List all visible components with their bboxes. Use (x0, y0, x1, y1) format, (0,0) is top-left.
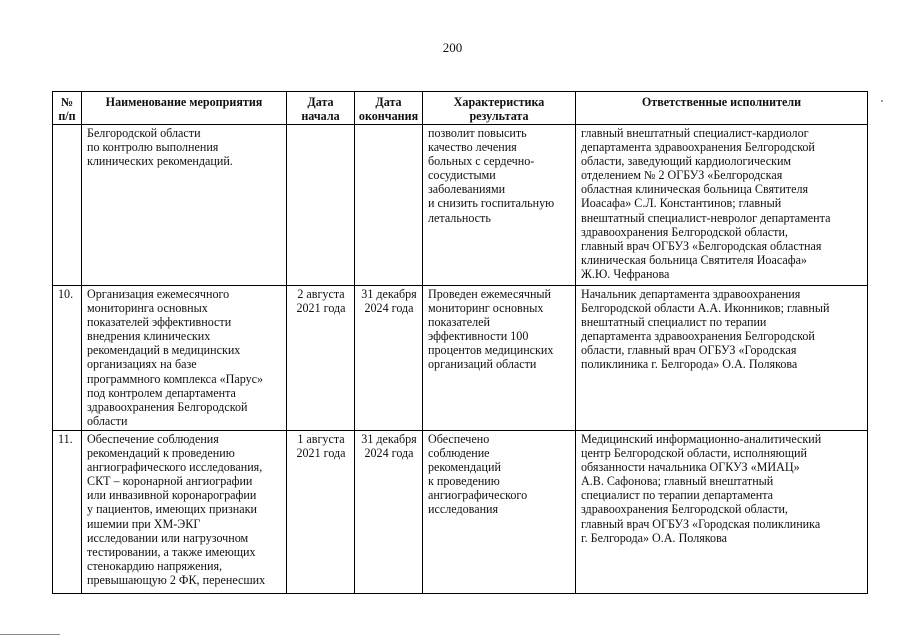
row-end-date (355, 125, 423, 286)
table-row (53, 431, 868, 594)
row-activity-name: Белгородской области по контролю выполнения клинических рекомендаций. (82, 125, 287, 286)
header-activity-name: Наименование мероприятия (82, 92, 287, 125)
row-start-date: 1 августа 2021 года (287, 431, 355, 594)
table-header-row (53, 92, 868, 125)
header-end-date: Дата окончания (355, 92, 423, 125)
header-result: Характеристика результата (423, 92, 576, 125)
row-responsible: Начальник департамента здравоохранения Белгородской области А.А. Иконников; главный внештатный специалист по терапии департамента здравоохранения Белгородской области, главный врач ОГБУЗ «Городская поликлиника г. Белгорода» О.А. Полякова (576, 286, 868, 431)
row-result: позволит повысить качество лечения больных с сердечно- сосудистыми заболеваниями и снизить госпитальную летальность (423, 125, 576, 286)
row-number: 11. (53, 431, 82, 594)
row-activity-name: Организация ежемесячного мониторинга основных показателей эффективности внедрения клинических рекомендаций в медицинских организациях на базе программного комплекса «Парус» под контролем департамента здравоохранения Белгородской области (82, 286, 287, 431)
row-start-date (287, 125, 355, 286)
row-number: 10. (53, 286, 82, 431)
row-number (53, 125, 82, 286)
table-row (53, 125, 868, 286)
scan-bottom-edge (0, 634, 60, 635)
page-number: 200 (442, 40, 463, 55)
row-responsible: главный внештатный специалист-кардиолог департамента здравоохранения Белгородской области, заведующий кардиологическим отделением № 2 ОГБУЗ «Белгородская областная клиническая больница Святителя Иоасафа» С.Л. Константинов; главный внештатный специалист-невролог департамента здравоохранения Белгородской области, главный врач ОГБУЗ «Белгородская областная клиническая больница Святителя Иоасафа» Ж.Ю. Чефранова (576, 125, 868, 286)
header-number: № п/п (53, 92, 82, 125)
row-end-date: 31 декабря 2024 года (355, 286, 423, 431)
header-responsible: Ответственные исполнители (576, 92, 868, 125)
table-row (53, 286, 868, 431)
row-responsible: Медицинский информационно-аналитический центр Белгородской области, исполняющий обязанности начальника ОГКУЗ «МИАЦ» А.В. Сафонова; главный внештатный специалист по терапии департамента здравоохранения Белгородской области, главный врач ОГБУЗ «Городская поликлиника г. Белгорода» О.А. Полякова (576, 431, 868, 594)
row-activity-name: Обеспечение соблюдения рекомендаций к проведению ангиографического исследования, СКТ – коронарной ангиографии или инвазивной коронарографии у пациентов, имеющих признаки ишемии при ХМ-ЭКГ исследовании или нагрузочном тестировании, а также имеющих стенокардию напряжения, превышающую 2 ФК, перенесших (82, 431, 287, 594)
row-result: Проведен ежемесячный мониторинг основных показателей эффективности 100 процентов медицинских организаций области (423, 286, 576, 431)
row-start-date: 2 августа 2021 года (287, 286, 355, 431)
scan-speck (881, 100, 883, 102)
row-end-date: 31 декабря 2024 года (355, 431, 423, 594)
header-start-date: Дата начала (287, 92, 355, 125)
row-result: Обеспечено соблюдение рекомендаций к проведению ангиографического исследования (423, 431, 576, 594)
activities-table (52, 91, 868, 594)
